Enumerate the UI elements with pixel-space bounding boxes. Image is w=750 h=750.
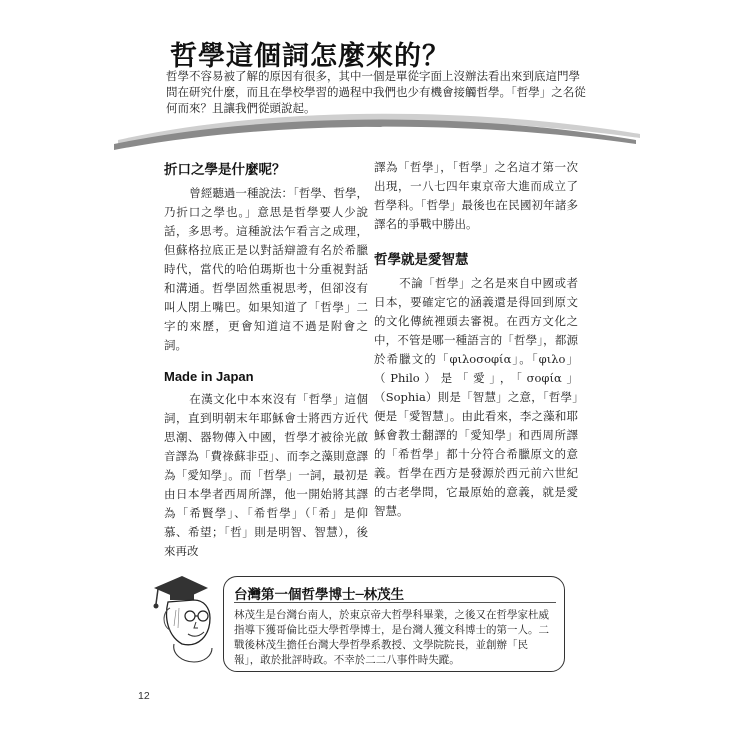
right-column: [374, 158, 578, 521]
section-heading-zhekou: 折口之學是什麼呢？: [164, 162, 286, 178]
bio-text: 林茂生是台灣台南人，於東京帝大哲學科畢業，之後又在哲學家杜威指導下獲哥倫比亞大學哲學博士，是台灣人獲文科博士的第一人。二戰後林茂生擔任台灣大學哲學系教授、文學院院長，並創辦「民報」，敢於批評時政。不幸於二二八事件時失蹤。: [234, 609, 549, 666]
graduate-portrait-icon: [148, 570, 238, 670]
page-title: 哲學這個詞怎麼來的？: [170, 41, 450, 72]
page-number: 12: [138, 690, 150, 702]
section-text-made-in-japan: 在漢文化中本來沒有「哲學」這個詞，直到明朝末年耶穌會士將西方近代思潮、器物傳入中國，哲學才被徐光啟音譯為「費祿蘇非亞」、而李之藻則意譯為「愛知學」。而「哲學」一詞，最初是由日本學者西周所譯，他一開始將其譯為「希賢學」、「希哲學」（「希」是仰慕、希望；「哲」則是明智、智慧），後來再改: [164, 392, 368, 558]
section-text-love-wisdom: 不論「哲學」之名是來自中國或者日本，要確定它的涵義還是得回到原文的文化傳統裡頭去審視。在西方文化之中，不管是哪一種語言的「哲學」，都源於希臘文的「φιλοσοφία」。「φιλο」（Philo）是「愛」，「σοφία」（Sophia）則是「智慧」之意，「哲學」便是「愛智慧」。由此看來，李之藻和耶穌會教士翻譯的「愛知學」和西周所譯的「希哲學」都十分符合希臘原文的意義。哲學在西方是發源於西元前六世紀的古老學問，它最原始的意義，就是愛智慧。: [374, 276, 578, 518]
section-text-zhekou: 曾經聽過一種說法：「哲學、哲學，乃折口之學也。」意思是哲學要人少說話，多思考。這種說法乍看言之成理，但蘇格拉底正是以對話辯證有名於希臘時代，當代的哈伯瑪斯也十分重視對話和溝通。哲學固然重視思考，但卻沒有叫人閉上嘴巴。如果知道了「哲學」二字的來歷，更會知道這不過是附會之詞。: [164, 186, 368, 352]
continuation-text: 譯為「哲學」，「哲學」之名這才第一次出現，一八七四年東京帝大進而成立了哲學科。「哲學」最後也在民國初年諸多譯名的爭戰中勝出。: [374, 160, 578, 231]
bio-title: 台灣第一個哲學博士─林茂生: [234, 587, 405, 603]
section-heading-made-in-japan: Made in Japan: [164, 369, 254, 384]
left-column: [164, 158, 368, 561]
bio-box: [223, 576, 565, 672]
curved-banner-swoosh-icon: [0, 100, 750, 160]
section-heading-love-wisdom: 哲學就是愛智慧: [374, 252, 469, 268]
intro-paragraph: 哲學不容易被了解的原因有很多，其中一個是單從字面上沒辦法看出來到底這門學問在研究什麼，而且在學校學習的過程中我們也少有機會接觸哲學。「哲學」之名從何而來？且讓我們從頭說起。: [166, 69, 586, 115]
bio-divider: [234, 602, 556, 603]
